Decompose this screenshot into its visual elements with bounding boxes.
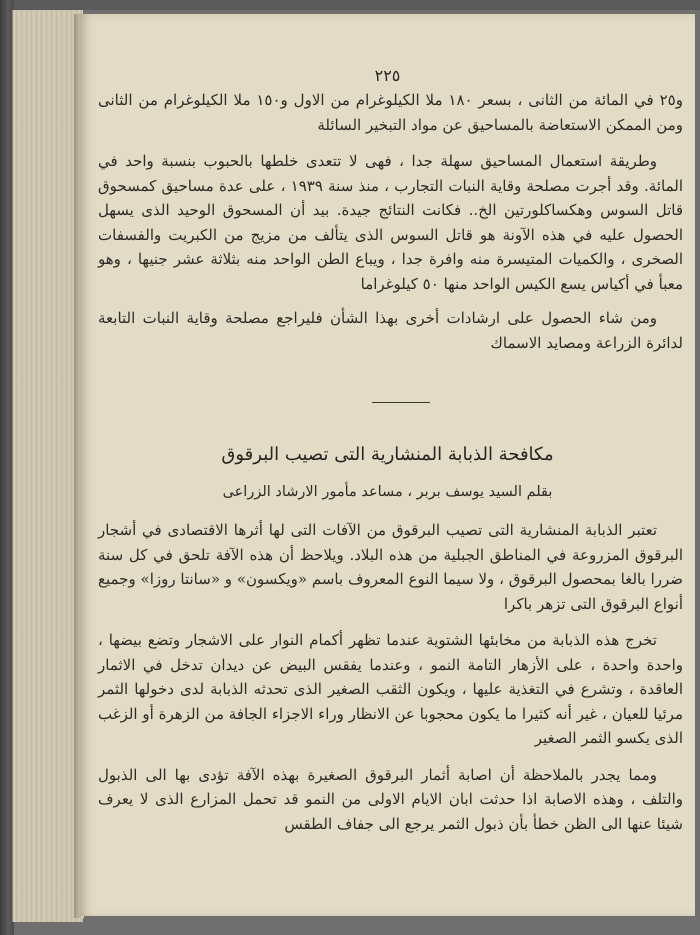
article-byline: بقلم السيد يوسف بربر ، مساعد مأمور الارشاد الزراعى: [222, 484, 553, 500]
intro-paragraph-2: وطريقة استعمال المساحيق سهلة جدا ، فهى لا تتعدى خلطها بالحبوب بنسبة واحد في المائة. وقد أجرت مصلحة وقاية النبات التجارب ، منذ سنة ١٩٣٩ ، على عدة مساحيق كمسحوق قاتل السوس وهكساكلورتين الخ.. فكانت النتائج جيدة. بيد أن المسحوق الوحيد الذى يسهل الحصول عليه في هذه الآونة هو قاتل السوس الذى يتألف من مزيج من الكبريت والفسفات الصخرى ، والكميات المتيسرة منه وافرة جدا ، ويباع الطن الواحد منه بثلاثة عشر جنيها ، وهو معبأ في أكياس يسع الكيس الواحد منها ٥٠ كيلوغراما: [98, 152, 683, 293]
article-paragraph-3: ومما يجدر بالملاحظة أن اصابة أثمار البرقوق الصغيرة بهذه الآفة تؤدى بها الى الذبول والتلف ، وهذه الاصابة اذا حدثت ابان الايام الاولى من النمو قد تحمل المزارع الذى لا يعرف شيئا عنها الى الظن خطأ بأن ذبول الثمر يرجع الى جفاف الطقس: [98, 765, 683, 833]
scan-top-edge: [0, 0, 700, 10]
page-number: ٢٢٥: [374, 66, 401, 85]
article-title: مكافحة الذبابة المنشارية التى تصيب البرقوق: [221, 444, 554, 465]
section-divider: [372, 402, 430, 403]
intro-paragraph-3: ومن شاء الحصول على ارشادات أخرى بهذا الشأن فليراجع مصلحة وقاية النبات التابعة لدائرة الزراعة ومصايد الاسماك: [98, 309, 683, 352]
article-paragraph-1: تعتبر الذبابة المنشارية التى تصيب البرقوق من الآفات التى لها أثرها الاقتصادى في أشجار البرقوق المزروعة في المناطق الجبلية من هذه البلاد. ويلاحظ أن هذه الآفة تلحق في كل سنة ضررا بالغا بمحصول البرقوق ، ولا سيما النوع المعروف باسم «ويكسون» و «سانتا روزا» وجميع أنواع البرقوق التى تزهر باكرا: [98, 521, 683, 613]
page-stack-edges: [12, 10, 83, 922]
article-paragraph-2: تخرج هذه الذبابة من مخابئها الشتوية عندما تظهر أكمام النوار على الاشجار وتضع بيضها ، واحدة واحدة ، على الأزهار التامة النمو ، وعندما يفقس البيض عن ديدان تدخل في الاثمار العاقدة ، وتشرع في التغذية عليها ، ويكون الثقب الصغير الذى تحدثه الذبابة لدى دخولها الثمر مرئيا للعيان ، غير أنه كثيرا ما يكون محجوبا عن الانظار وراء الاجزاء الجافة من الزهرة أو الزغب الذى يكسو الثمر الصغير: [98, 631, 683, 747]
book-page: [80, 14, 695, 916]
article-body: [98, 518, 683, 836]
intro-section: [98, 88, 683, 355]
intro-paragraph-1: و٢٥ في المائة من الثانى ، بسعر ١٨٠ ملا الكيلوغرام من الاول و١٥٠ ملا الكيلوغرام من الثانى ومن الممكن الاستعاضة بالمساحيق عن مواد التبخير السائلة: [98, 91, 683, 134]
